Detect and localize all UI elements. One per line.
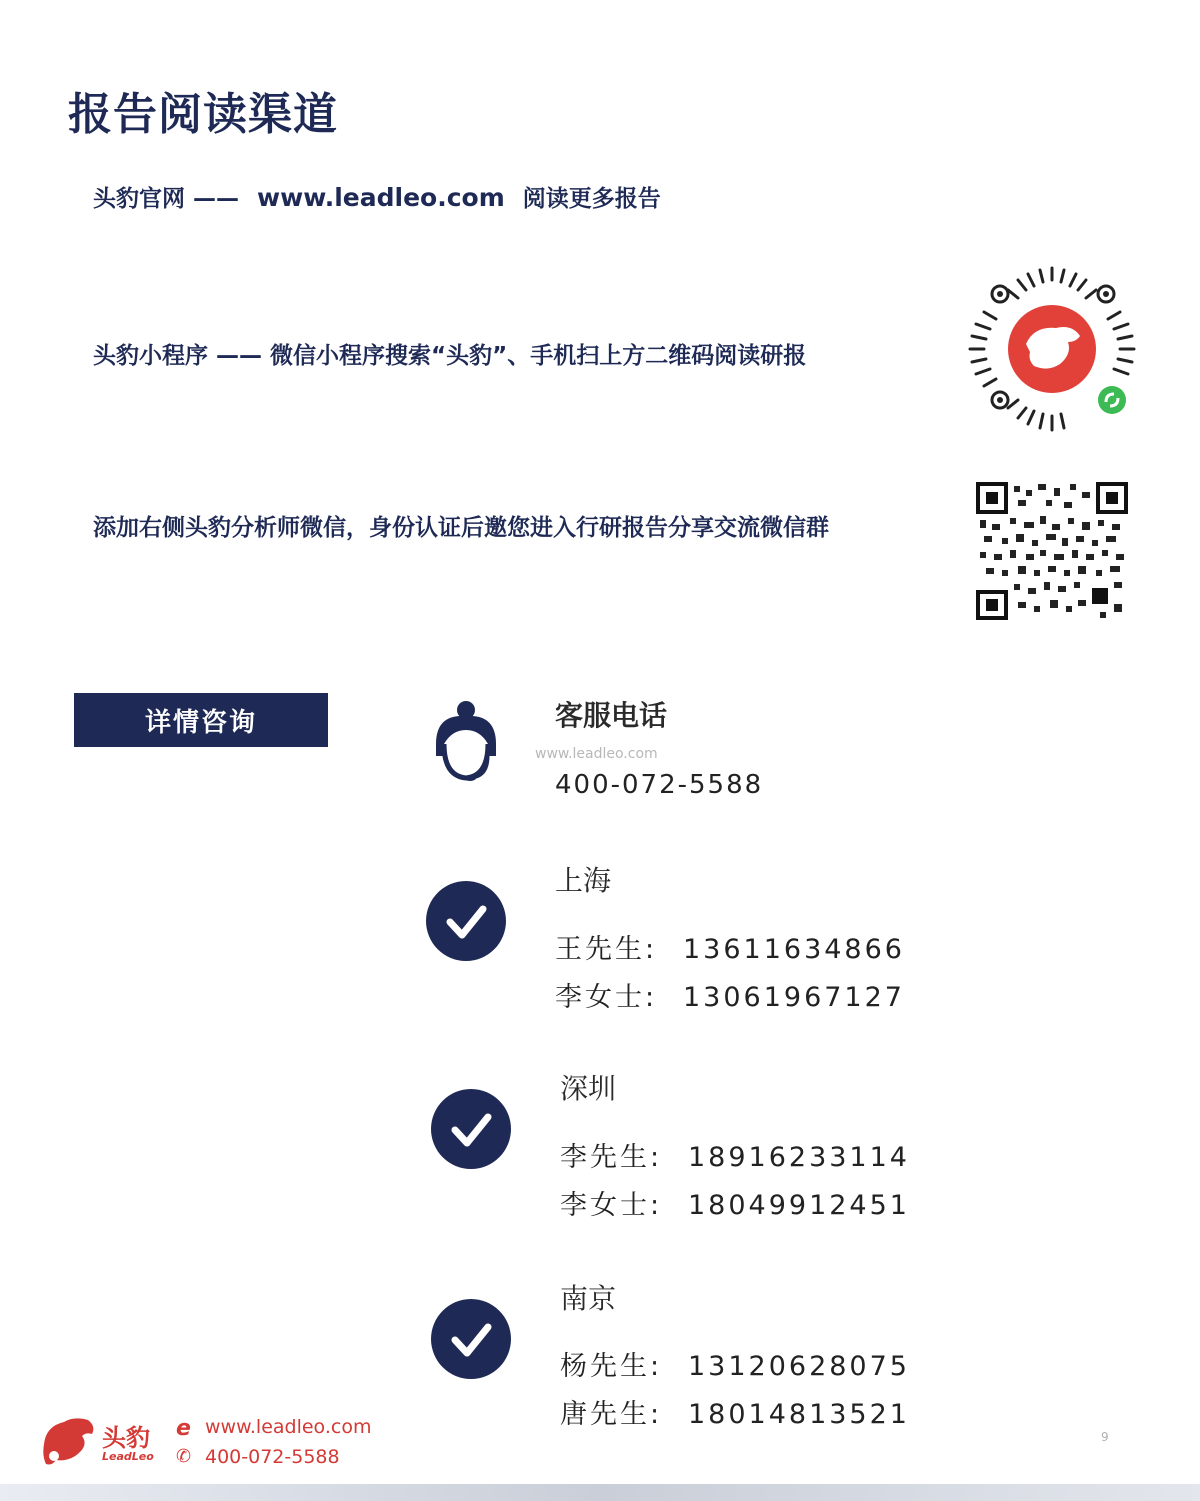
contact-row [555,927,905,966]
consult-button[interactable]: 详情咨询 [74,693,328,747]
check-icon [429,1087,513,1171]
contact-person: 李先生: [560,1142,663,1173]
miniprogram-channel: 头豹小程序 —— 微信小程序搜索“头豹”、手机扫上方二维码阅读研报 [93,343,807,369]
phone-icon: ✆ [176,1446,192,1467]
contact-person: 李女士: [560,1190,663,1221]
website-url-link[interactable]: www.leadleo.com [257,183,505,212]
footer-brand-cn: 头豹 [102,1424,150,1452]
website-channel [93,180,661,213]
city-title-nanjing: 南京 [560,1282,617,1315]
contact-row [560,1392,910,1431]
check-icon [429,1297,513,1381]
contact-person: 李女士: [555,982,658,1013]
leopard-logo-icon [40,1414,98,1468]
contact-row [560,1135,910,1174]
contact-row [555,975,905,1014]
service-phone: 400-072-5588 [555,770,764,800]
contact-row [560,1183,910,1222]
contact-phone: 18916233114 [688,1142,910,1173]
web-icon: e [176,1416,191,1441]
service-title: 客服电话 [555,699,668,732]
contact-phone: 13611634866 [683,934,905,965]
footer-url[interactable]: www.leadleo.com [205,1416,372,1438]
contact-person: 王先生: [555,934,658,965]
check-icon [424,879,508,963]
website-suffix: 阅读更多报告 [522,186,661,212]
footer-phone: 400-072-5588 [205,1446,340,1468]
page-number: 9 [1101,1430,1109,1444]
watermark-text: www.leadleo.com [535,746,658,762]
city-title-shenzhen: 深圳 [560,1072,617,1105]
customer-service-icon [426,700,510,784]
wechat-channel: 添加右侧头豹分析师微信，身份认证后邀您进入行研报告分享交流微信群 [93,515,829,541]
city-title-shanghai: 上海 [555,864,612,897]
footer-brand-en: LeadLeo [102,1450,154,1463]
mini-program-code-icon [964,264,1140,434]
contact-row [560,1344,910,1383]
contact-phone: 13120628075 [688,1351,910,1382]
wechat-qr-code-icon [974,480,1132,622]
contact-phone: 13061967127 [683,982,905,1013]
page-title: 报告阅读渠道 [68,89,338,140]
contact-phone: 18049912451 [688,1190,910,1221]
bottom-bar [0,1484,1200,1501]
contact-person: 唐先生: [560,1399,663,1430]
website-label: 头豹官网 —— [93,186,240,212]
contact-person: 杨先生: [560,1351,663,1382]
contact-phone: 18014813521 [688,1399,910,1430]
